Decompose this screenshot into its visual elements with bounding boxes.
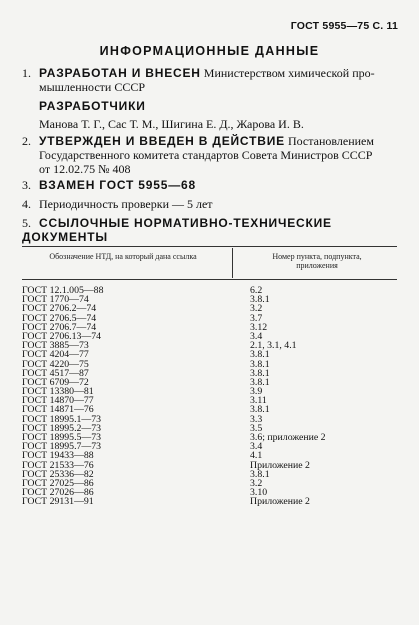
clause-reference: 3.9: [250, 386, 263, 398]
ntd-designation: ГОСТ 18995.2—73: [22, 422, 102, 434]
ntd-designation: ГОСТ 18995.1—73: [22, 413, 102, 425]
clause-reference: 3.8.1: [250, 358, 270, 370]
ntd-designation: ГОСТ 14871—76: [22, 404, 94, 416]
section-2-text-cont2: от 12.02.75 № 408: [39, 162, 131, 176]
section-1: [22, 66, 375, 94]
clause-reference: 3.8.1: [250, 367, 270, 379]
clause-reference: 3.8.1: [250, 349, 270, 361]
ntd-designation: ГОСТ 18995.5—73: [22, 432, 102, 443]
clause-reference: 6.2: [250, 285, 263, 296]
section-2-text: Постановлением: [287, 134, 374, 148]
page-title: ИНФОРМАЦИОННЫЕ ДАННЫЕ: [99, 44, 320, 58]
ntd-designation: ГОСТ 4204—77: [22, 349, 89, 361]
section-1-heading: РАЗРАБОТАН И ВНЕСЕН: [39, 66, 201, 80]
section-4-number: 4.: [22, 197, 31, 211]
ntd-designation: ГОСТ 2706.13—74: [22, 330, 102, 342]
clause-reference: 3.8.1: [250, 468, 270, 480]
section-2-text-cont1: Государственного комитета стандартов Совета Министров СССР: [39, 148, 373, 162]
table-top-rule: [22, 246, 397, 247]
clause-reference: Приложение 2: [250, 496, 310, 508]
section-3: [22, 178, 196, 192]
ntd-designation: ГОСТ 14870—77: [22, 395, 94, 407]
section-5: [22, 216, 402, 244]
ntd-designation: ГОСТ 18995.7—73: [22, 441, 102, 453]
section-4-text: Периодичность проверки — 5 лет: [39, 197, 213, 211]
clause-reference: 3.7: [250, 312, 263, 324]
ntd-designation: ГОСТ 29131—91: [22, 496, 94, 508]
page-header: ГОСТ 5955—75 С. 11: [290, 20, 398, 32]
table-column-divider: [232, 248, 233, 278]
ntd-designation: ГОСТ 1770—74: [22, 294, 89, 306]
section-2-heading: УТВЕРЖДЕН И ВВЕДЕН В ДЕЙСТВИЕ: [39, 134, 285, 148]
section-2: [22, 134, 374, 176]
section-3-number: 3.: [22, 178, 31, 192]
section-2-number: 2.: [22, 134, 31, 148]
section-5-heading: ССЫЛОЧНЫЕ НОРМАТИВНО-ТЕХНИЧЕСКИЕ ДОКУМЕНТЫ: [22, 216, 332, 244]
table-col1-header: Обозначение НТД, на который дана ссылка: [49, 252, 197, 261]
clause-reference: 3.10: [250, 487, 268, 499]
clause-reference: 3.4: [250, 330, 263, 342]
developers-list: Манова Т. Г., Сас Т. М., Шигина Е. Д., Жарова И. В.: [39, 117, 304, 131]
ntd-designation: ГОСТ 13380—81: [22, 386, 94, 398]
ntd-designation: ГОСТ 4220—75: [22, 358, 89, 370]
ntd-designation: ГОСТ 6709—72: [22, 376, 89, 388]
ntd-designation: ГОСТ 27025—86: [22, 477, 94, 489]
ntd-designation: ГОСТ 2706.2—74: [22, 303, 97, 315]
clause-reference: 3.5: [250, 422, 263, 434]
clause-reference: 3.8.1: [250, 294, 270, 306]
section-5-number: 5.: [22, 216, 31, 230]
ntd-designation: ГОСТ 27026—86: [22, 487, 94, 499]
clause-reference: Приложение 2: [250, 459, 310, 471]
section-3-heading: ВЗАМЕН ГОСТ 5955—68: [39, 178, 196, 192]
ntd-designation: ГОСТ 2706.5—74: [22, 312, 97, 324]
section-4: [22, 197, 213, 211]
clause-reference: 3.8.1: [250, 376, 270, 388]
clause-reference: 3.4: [250, 441, 263, 453]
section-1-text: Министерством химической про-: [203, 66, 375, 80]
clause-reference: 3.8.1: [250, 404, 270, 416]
ntd-designation: ГОСТ 25336—82: [22, 468, 94, 480]
clause-reference: 3.12: [250, 321, 268, 333]
section-1-text-cont: мышленности СССР: [39, 80, 146, 94]
clause-reference: 3.2: [250, 303, 263, 315]
section-1-number: 1.: [22, 66, 31, 80]
ntd-designation: ГОСТ 19433—88: [22, 450, 94, 462]
ntd-designation: ГОСТ 4517—87: [22, 367, 89, 379]
table-header-rule: [22, 279, 397, 280]
clause-reference: 3.2: [250, 477, 263, 489]
ntd-designation: ГОСТ 2706.7—74: [22, 321, 97, 333]
clause-reference: 4.1: [250, 450, 263, 462]
ntd-designation: ГОСТ 12.1.005—88: [22, 285, 104, 296]
developers-label: РАЗРАБОТЧИКИ: [39, 99, 146, 113]
clause-reference: 3.11: [250, 395, 267, 407]
ntd-designation: ГОСТ 3885—73: [22, 340, 89, 352]
table-col2-header: Номер пункта, подпункта, приложения: [272, 252, 362, 270]
clause-reference: 2.1, 3.1, 4.1: [250, 340, 297, 352]
clause-reference: 3.3: [250, 413, 263, 425]
clause-reference: 3.6; приложение 2: [250, 432, 326, 443]
ntd-designation: ГОСТ 21533—76: [22, 459, 94, 471]
